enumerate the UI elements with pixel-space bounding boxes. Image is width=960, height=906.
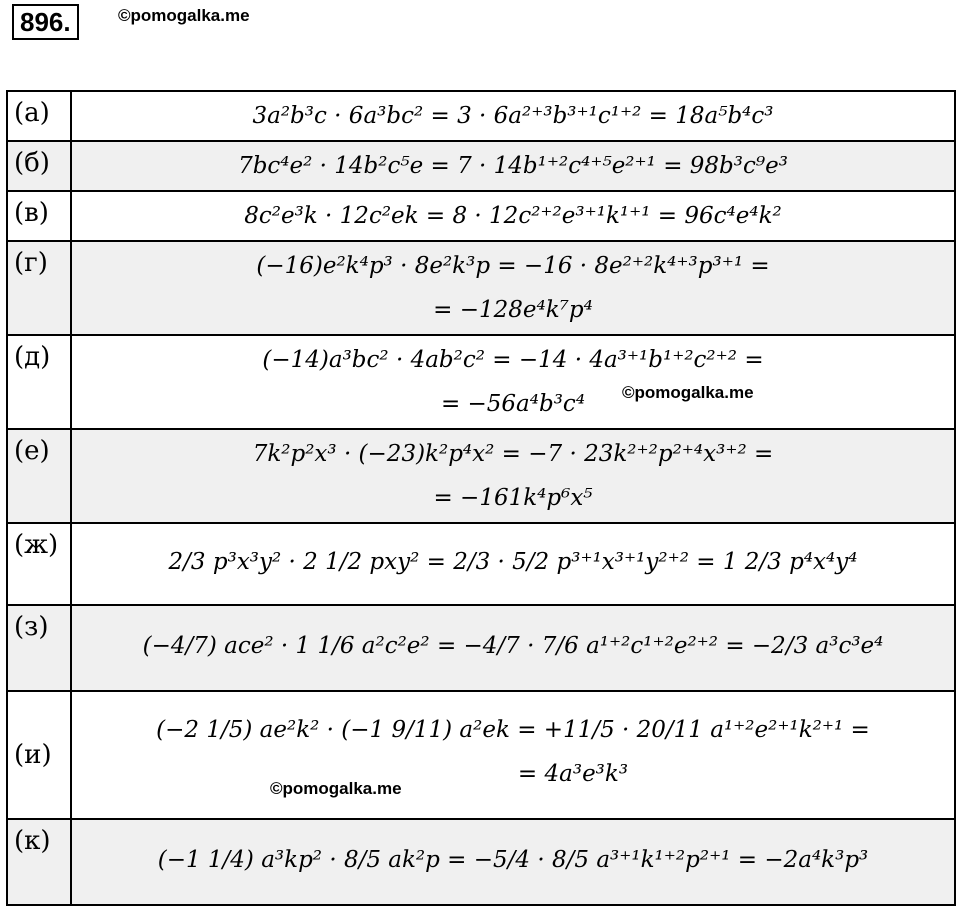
expression-line: 2/3 p³x³y² · 2 1/2 pxy² = 2/3 · 5/2 p³⁺¹x³⁺¹y²⁺² = 1 2/3 p⁴x⁴y⁴ bbox=[168, 549, 858, 575]
problem-number: 896. bbox=[12, 4, 79, 40]
solution-table bbox=[6, 90, 956, 906]
row-label: (з) bbox=[7, 605, 71, 691]
row-label: (и) bbox=[7, 691, 71, 819]
row-expression bbox=[71, 141, 955, 191]
expression-line: 8c²e³k · 12c²ek = 8 · 12c²⁺²e³⁺¹k¹⁺¹ = 96c⁴e⁴k² bbox=[244, 203, 782, 229]
table-row bbox=[7, 605, 955, 691]
expression-line: = −128e⁴k⁷p⁴ bbox=[433, 297, 593, 323]
watermark-row-i: ©pomogalka.me bbox=[270, 779, 402, 798]
watermark-row-d: ©pomogalka.me bbox=[622, 383, 754, 402]
expression-line: (−4/7) ace² · 1 1/6 a²c²e² = −4/7 · 7/6 a¹⁺²c¹⁺²e²⁺² = −2/3 a³c³e⁴ bbox=[142, 633, 884, 659]
table-row bbox=[7, 523, 955, 605]
row-expression bbox=[71, 191, 955, 241]
row-label: (а) bbox=[7, 91, 71, 141]
expression-line: 7bc⁴e² · 14b²c⁵e = 7 · 14b¹⁺²c⁴⁺⁵e²⁺¹ = 98b³c⁹e³ bbox=[238, 153, 788, 179]
row-expression bbox=[71, 819, 955, 905]
row-label: (б) bbox=[7, 141, 71, 191]
row-expression bbox=[71, 691, 955, 819]
table-row bbox=[7, 429, 955, 523]
table-row bbox=[7, 335, 955, 429]
expression-line: 7k²p²x³ · (−23)k²p⁴x² = −7 · 23k²⁺²p²⁺⁴x³⁺² = bbox=[252, 441, 774, 467]
table-row bbox=[7, 141, 955, 191]
table-row bbox=[7, 819, 955, 905]
row-expression bbox=[71, 429, 955, 523]
row-label: (ж) bbox=[7, 523, 71, 605]
table-row bbox=[7, 191, 955, 241]
expression-line: (−14)a³bc² · 4ab²c² = −14 · 4a³⁺¹b¹⁺²c²⁺² = bbox=[262, 347, 764, 373]
row-expression bbox=[71, 605, 955, 691]
expression-line: (−2 1/5) ae²k² · (−1 9/11) a²ek = +11/5 · 20/11 a¹⁺²e²⁺¹k²⁺¹ = bbox=[156, 717, 870, 743]
header-watermark: ©pomogalka.me bbox=[118, 6, 250, 25]
expression-line: = −161k⁴p⁶x⁵ bbox=[433, 485, 593, 511]
expression-line: (−1 1/4) a³kp² · 8/5 ak²p = −5/4 · 8/5 a³⁺¹k¹⁺²p²⁺¹ = −2a⁴k³p³ bbox=[157, 847, 869, 873]
row-label: (г) bbox=[7, 241, 71, 335]
row-label: (к) bbox=[7, 819, 71, 905]
row-expression bbox=[71, 523, 955, 605]
row-expression bbox=[71, 335, 955, 429]
table-row bbox=[7, 691, 955, 819]
row-expression bbox=[71, 241, 955, 335]
row-label: (в) bbox=[7, 191, 71, 241]
table-row bbox=[7, 91, 955, 141]
row-expression bbox=[71, 91, 955, 141]
row-label: (д) bbox=[7, 335, 71, 429]
expression-line: (−16)e²k⁴p³ · 8e²k³p = −16 · 8e²⁺²k⁴⁺³p³⁺¹ = bbox=[256, 253, 770, 279]
table-row bbox=[7, 241, 955, 335]
expression-line: = −56a⁴b³c⁴ bbox=[440, 391, 586, 417]
expression-line: = 4a³e³k³ bbox=[517, 761, 629, 787]
row-label: (е) bbox=[7, 429, 71, 523]
expression-line: 3a²b³c · 6a³bc² = 3 · 6a²⁺³b³⁺¹c¹⁺² = 18a⁵b⁴c³ bbox=[252, 103, 774, 129]
